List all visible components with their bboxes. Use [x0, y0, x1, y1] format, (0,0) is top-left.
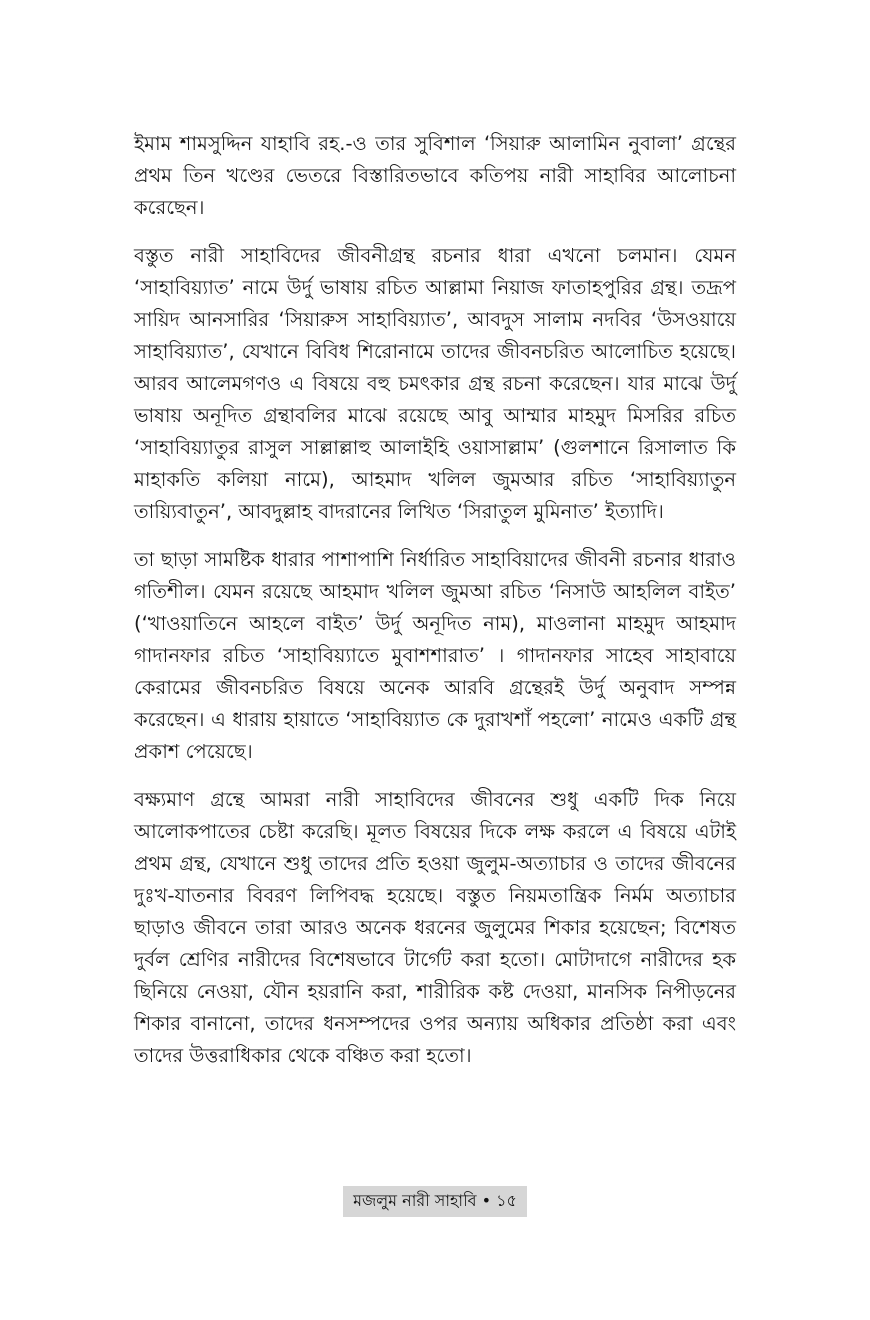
running-footer [343, 1186, 527, 1217]
paragraph-2: বস্তুত নারী সাহাবিদের জীবনীগ্রন্থ রচনার ধারা এখনো চলমান। যেমন ‘সাহাবিয়্যাত’ নামে উর্দু ভাষায় রচিত আল্লামা নিয়াজ ফাতাহপুরির গ্রন্থ। তদ্রূপ সায়িদ আনসারির ‘সিয়ারুস সাহাবিয়্যাত’, আবদুস সালাম নদবির ‘উসওয়ায়ে সাহাবিয়্যাত’, যেখানে বিবিধ শিরোনামে তাদের জীবনচরিত আলোচিত হয়েছে। আরব আলেমগণও এ বিষয়ে বহু চমৎকার গ্রন্থ রচনা করেছেন। যার মাঝে উর্দু ভাষায় অনূদিত গ্রন্থাবলির মাঝে রয়েছে আবু আম্মার মাহমুদ মিসরির রচিত ‘সাহাবিয়্যাতুর রাসুল সাল্লাল্লাহু আলাইহি ওয়াসাল্লাম’ (গুলশানে রিসালাত কি মাহাকতি কলিয়া নামে), আহমাদ খলিল জুমআর রচিত ‘সাহাবিয়্যাতুন তায়্যিবাতুন’, আবদুল্লাহ বাদরানের লিখিত ‘সিরাতুল মুমিনাত’ ইত্যাদি। [134, 244, 736, 523]
page-number: ১৫ [496, 1191, 517, 1210]
page-body [134, 128, 736, 1088]
paragraph-4: বক্ষ্যমাণ গ্রন্থে আমরা নারী সাহাবিদের জীবনের শুধু একটি দিক নিয়ে আলোকপাতের চেষ্টা করেছি। মূলত বিষয়ের দিকে লক্ষ করলে এ বিষয়ে এটাই প্রথম গ্রন্থ, যেখানে শুধু তাদের প্রতি হওয়া জুলুম-অত্যাচার ও তাদের জীবনের দুঃখ-যাতনার বিবরণ লিপিবদ্ধ হয়েছে। বস্তুত নিয়মতান্ত্রিক নির্মম অত্যাচার ছাড়াও জীবনে তারা আরও অনেক ধরনের জুলুমের শিকার হয়েছেন; বিশেষত দুর্বল শ্রেণির নারীদের বিশেষভাবে টার্গেট করা হতো। মোটাদাগে নারীদের হক ছিনিয়ে নেওয়া, যৌন হয়রানি করা, শারীরিক কষ্ট দেওয়া, মানসিক নিপীড়নের শিকার বানানো, তাদের ধনসম্পদের ওপর অন্যায় অধিকার প্রতিষ্ঠা করা এবং তাদের উত্তরাধিকার থেকে বঞ্চিত করা হতো। [134, 788, 736, 1067]
footer-separator: • [481, 1191, 492, 1210]
book-title: মজলুম নারী সাহাবি [353, 1191, 477, 1210]
page-footer [0, 1186, 870, 1217]
paragraph-1: ইমাম শামসুদ্দিন যাহাবি রহ.-ও তার সুবিশাল ‘সিয়ারু আলামিন নুবালা’ গ্রন্থের প্রথম তিন খণ্ডের ভেতরে বিস্তারিতভাবে কতিপয় নারী সাহাবির আলোচনা করেছেন। [134, 132, 736, 219]
paragraph-3: তা ছাড়া সামষ্টিক ধারার পাশাপাশি নির্ধারিত সাহাবিয়াদের জীবনী রচনার ধারাও গতিশীল। যেমন রয়েছে আহমাদ খলিল জুমআ রচিত ‘নিসাউ আহলিল বাইত’ (‘খাওয়াতিনে আহলে বাইত’ উর্দু অনূদিত নাম), মাওলানা মাহমুদ আহমাদ গাদানফার রচিত ‘সাহাবিয়্যাতে মুবাশশারাত’ । গাদানফার সাহেব সাহাবায়ে কেরামের জীবনচরিত বিষয়ে অনেক আরবি গ্রন্থেরই উর্দু অনুবাদ সম্পন্ন করেছেন। এ ধারায় হায়াতে ‘সাহাবিয়্যাত কে দুরাখশাঁ পহলো’ নামেও একটি গ্রন্থ প্রকাশ পেয়েছে। [134, 548, 736, 763]
